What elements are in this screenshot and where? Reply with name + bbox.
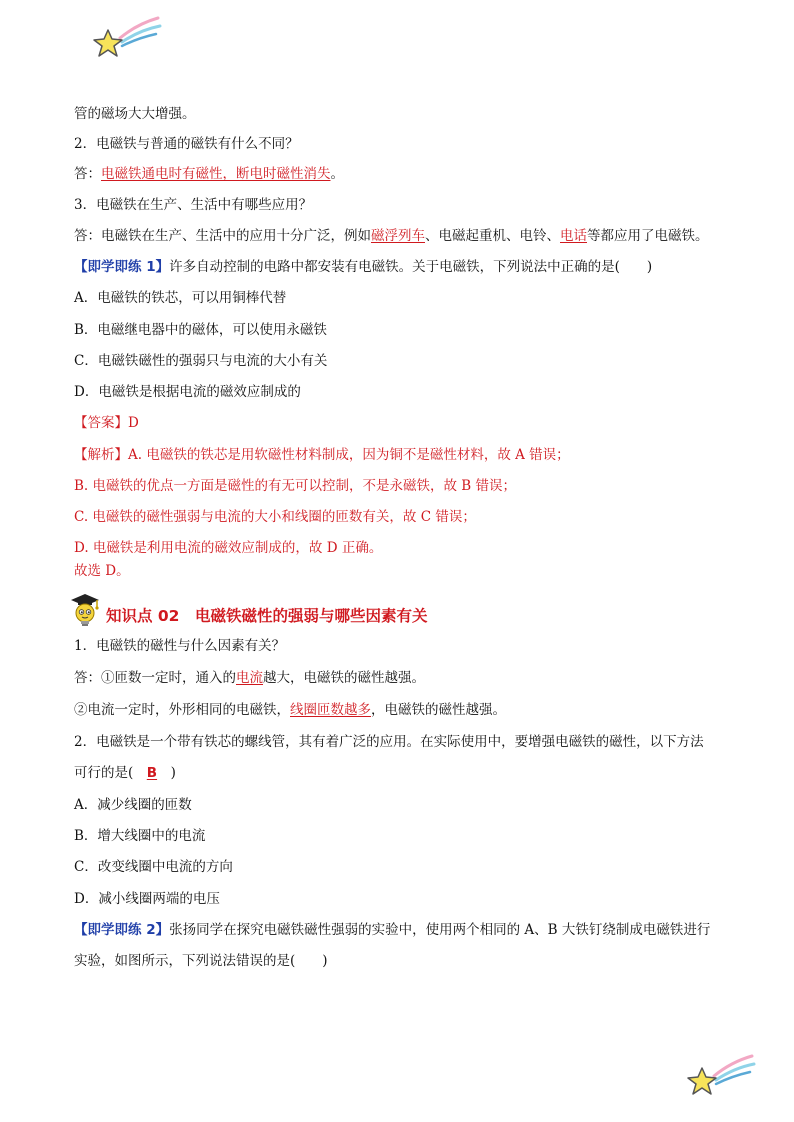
graduate-bulb-icon [68, 592, 102, 628]
practice-1-question [74, 257, 652, 277]
answer-text: ②电流一定时，外形相同的电磁铁， [74, 702, 290, 718]
answer-2 [74, 164, 344, 184]
answer-text: 等都应用了电磁铁。 [587, 228, 709, 244]
practice-tag: 【即学即练 2】 [74, 922, 170, 938]
question-text: ) [170, 765, 176, 781]
kp-answer-1 [74, 668, 425, 688]
practice-2-question [74, 920, 710, 940]
option-a: A．电磁铁的铁芯，可以用铜棒代替 [74, 290, 287, 306]
option-d: D．电磁铁是根据电流的磁效应制成的 [74, 384, 301, 400]
question-text: 可行的是( [74, 765, 134, 781]
practice-tag: 【即学即练 1】 [74, 259, 170, 275]
answer-text: ，电磁铁的磁性越强。 [371, 702, 506, 718]
answer-text: 越大，电磁铁的磁性越强。 [263, 670, 425, 686]
practice-question-text: 张扬同学在探究电磁铁磁性强弱的实验中，使用两个相同的 A、B 大铁钉绕制成电磁铁进行 [169, 922, 711, 938]
answer-text: 答：电磁铁在生产、生活中的应用十分广泛，例如 [74, 228, 371, 244]
answer-3 [74, 226, 709, 246]
answer-blank: 电磁铁通电时有磁性，断电时磁性消失 [101, 166, 331, 182]
analysis-line [74, 445, 570, 465]
answer-blank: 磁浮列车 [371, 228, 425, 244]
answer-text: 答：①匝数一定时，通入的 [74, 670, 236, 686]
answer-blank: 电话 [560, 228, 587, 244]
knowledge-point-header [68, 592, 528, 628]
analysis-line: C. 电磁铁的磁性强弱与电流的大小和线圈的匝数有关，故 C 错误； [74, 509, 476, 525]
kp-question-1: 1．电磁铁的磁性与什么因素有关？ [74, 638, 286, 654]
option-a: A．减少线圈的匝数 [74, 797, 192, 813]
answer-blank: 电流 [236, 670, 263, 686]
knowledge-point-title: 知识点 02 电磁铁磁性的强弱与哪些因素有关 [106, 607, 428, 625]
kp-answer-2 [74, 700, 506, 720]
option-d: D．减小线圈两端的电压 [74, 891, 220, 907]
analysis-text: A. 电磁铁的铁芯是用软磁性材料制成，因为铜不是磁性材料，故 A 错误； [128, 447, 570, 463]
shooting-star-icon [92, 14, 162, 58]
question-3: 3．电磁铁在生产、生活中有哪些应用？ [74, 197, 313, 213]
answer-text: 、电磁起重机、电铃、 [425, 228, 560, 244]
analysis-line: B. 电磁铁的优点一方面是磁性的有无可以控制，不是永磁铁，故 B 错误； [74, 478, 517, 494]
question-2: 2．电磁铁与普通的磁铁有什么不同？ [74, 136, 299, 152]
kp-question-2: 2．电磁铁是一个带有铁芯的螺线管，其有着广泛的应用。在实际使用中，要增强电磁铁的磁性，以下方法 [74, 734, 704, 750]
analysis-tag: 【解析】 [74, 447, 128, 463]
answer-blank: B [146, 765, 158, 781]
practice-2-question-continued: 实验，如图所示，下列说法错误的是( ) [74, 953, 328, 969]
option-c: C．电磁铁磁性的强弱只与电流的大小有关 [74, 353, 328, 369]
answer-prefix: 答： [74, 166, 101, 182]
practice-question-text: 许多自动控制的电路中都安装有电磁铁。关于电磁铁，下列说法中正确的是( ) [169, 259, 653, 275]
kp-question-2-continued [74, 763, 176, 783]
option-b: B．电磁继电器中的磁体，可以使用永磁铁 [74, 322, 327, 338]
answer-label: 【答案】D [74, 415, 139, 431]
answer-blank: 线圈匝数越多 [290, 702, 371, 718]
shooting-star-icon [686, 1052, 756, 1096]
paragraph-continuation: 管的磁场大大增强。 [74, 106, 196, 122]
answer-suffix: 。 [330, 166, 344, 182]
option-b: B．增大线圈中的电流 [74, 828, 206, 844]
option-c: C．改变线圈中电流的方向 [74, 859, 233, 875]
analysis-line: D. 电磁铁是利用电流的磁效应制成的，故 D 正确。 [74, 540, 383, 556]
analysis-conclusion: 故选 D。 [74, 563, 130, 579]
